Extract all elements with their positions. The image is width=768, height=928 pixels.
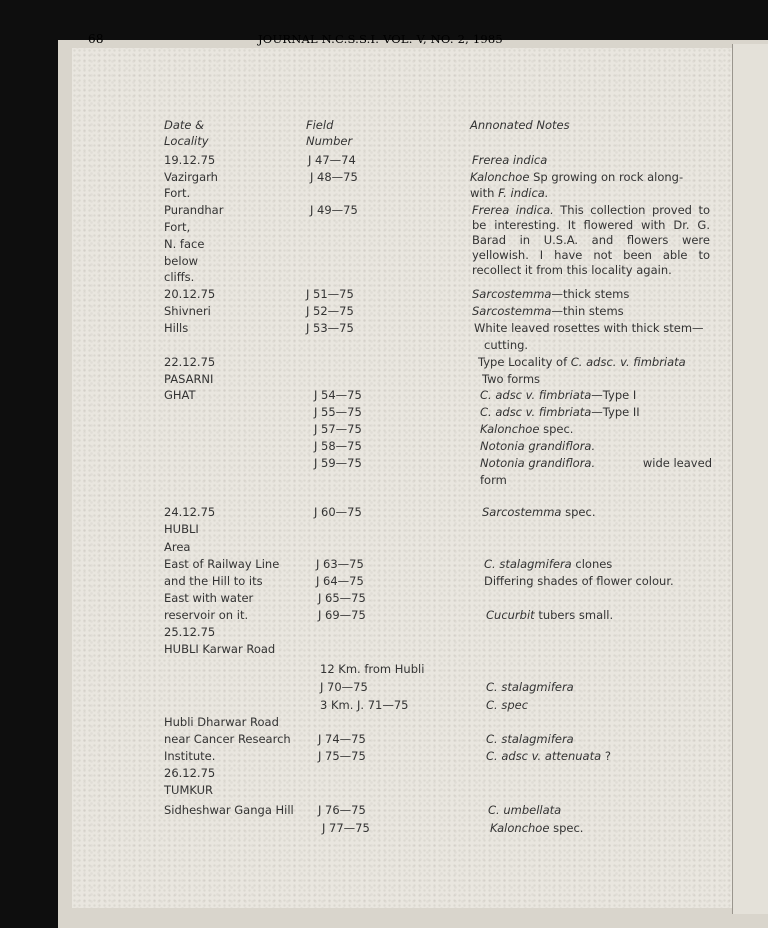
note-italic: Sarcostemma (482, 505, 562, 519)
field-number-cell: J 49—75 (310, 203, 358, 217)
locality-cell: HUBLI Karwar Road (164, 642, 276, 656)
note-cell (486, 680, 574, 695)
note-text: clones (571, 557, 613, 571)
note-italic: Kalonchoe (480, 422, 540, 436)
field-number-cell: J 51—75 (306, 287, 354, 301)
note-italic: C. spec (486, 698, 529, 712)
locality-cell: reservoir on it. (164, 608, 249, 622)
note-cell (480, 456, 712, 471)
note-cell (472, 153, 547, 168)
note-text: Two forms (482, 372, 541, 386)
facing-page-edge (732, 44, 768, 914)
field-number-cell: J 77—75 (322, 821, 370, 835)
note-text: spec. (539, 422, 574, 436)
note-italic: Frerea indica (472, 153, 548, 167)
note-cell (480, 405, 640, 420)
note-cell (486, 749, 611, 764)
note-italic: F. indica. (498, 186, 549, 200)
field-number-cell: J 53—75 (306, 321, 354, 335)
note-italic: C. stalagmifera (484, 557, 572, 571)
note-cell (480, 473, 507, 488)
note-cell (484, 574, 674, 589)
locality-cell: below (164, 254, 199, 268)
note-cell (472, 287, 629, 302)
col-header-field: Field (306, 118, 334, 132)
note-italic: Notonia grandiflora. (480, 439, 596, 453)
locality-cell: 24.12.75 (164, 505, 216, 519)
field-number-cell: J 70—75 (320, 680, 368, 694)
locality-cell: Purandhar (164, 203, 224, 217)
note-cell (488, 803, 561, 818)
locality-cell: 26.12.75 (164, 766, 216, 780)
note-italic: C. adsc. v. fimbriata (570, 355, 686, 369)
note-italic: C. adsc v. attenuata (486, 749, 602, 763)
field-number-cell: 12 Km. from Hubli (320, 662, 425, 676)
locality-cell: HUBLI (164, 522, 199, 536)
field-number-cell: J 54—75 (314, 388, 362, 402)
field-number-cell: J 69—75 (318, 608, 366, 622)
note-cell (486, 698, 528, 713)
locality-cell: Sidheshwar Ganga Hill (164, 803, 294, 817)
locality-cell: Institute. (164, 749, 216, 763)
locality-cell: 25.12.75 (164, 625, 216, 639)
note-text: Type Locality of (478, 355, 571, 369)
note-italic: Notonia grandiflora. (480, 456, 596, 470)
note-cell (484, 557, 612, 572)
field-number-cell: J 59—75 (314, 456, 362, 470)
note-cell (480, 439, 595, 454)
locality-cell: East with water (164, 591, 254, 605)
field-number-cell: J 58—75 (314, 439, 362, 453)
field-number-cell: J 76—75 (318, 803, 366, 817)
note-cell (486, 732, 574, 747)
note-italic: C. stalagmifera (486, 732, 574, 746)
field-number-cell: J 47—74 (308, 153, 356, 167)
field-number-cell: J 75—75 (318, 749, 366, 763)
field-number-cell: J 60—75 (314, 505, 362, 519)
page-number: 68 (88, 32, 104, 46)
note-italic: Kalonchoe (470, 170, 530, 184)
note-cell (472, 304, 624, 319)
locality-cell: TUMKUR (164, 783, 214, 797)
note-cell (490, 821, 583, 836)
field-number-cell: J 63—75 (316, 557, 364, 571)
locality-cell: Hills (164, 321, 189, 335)
col-header-number: Number (306, 134, 353, 148)
locality-cell: Fort, (164, 220, 191, 234)
note-text: —Type I (591, 388, 637, 402)
note-cell (470, 170, 683, 185)
note-italic: Kalonchoe (490, 821, 550, 835)
note-italic: C. adsc v. fimbriata (480, 405, 592, 419)
locality-cell: East of Railway Line (164, 557, 280, 571)
field-number-cell: J 48—75 (310, 170, 358, 184)
col-header-locality: Locality (164, 134, 209, 148)
locality-cell: PASARNI (164, 372, 214, 386)
note-italic: Frerea indica. (472, 203, 554, 217)
running-head: JOURNAL N.C.S.S.I. VOL. V, NO. 2, 1985 (258, 32, 503, 46)
note-cell (474, 321, 704, 336)
locality-cell: 20.12.75 (164, 287, 216, 301)
note-cell (482, 372, 540, 387)
note-text: —thick stems (551, 287, 630, 301)
locality-cell: Area (164, 540, 191, 554)
field-number-cell: J 64—75 (316, 574, 364, 588)
locality-cell: cliffs. (164, 270, 195, 284)
field-number-cell: J 52—75 (306, 304, 354, 318)
locality-cell: Fort. (164, 186, 191, 200)
col-header-date: Date & (164, 118, 205, 132)
purandhar-note-paragraph (472, 203, 710, 278)
locality-cell: 19.12.75 (164, 153, 216, 167)
note-text: —thin stems (551, 304, 624, 318)
field-number-cell: J 65—75 (318, 591, 366, 605)
note-italic: C. adsc v. fimbriata (480, 388, 592, 402)
field-number-cell: 3 Km. J. 71—75 (320, 698, 409, 712)
note-text: with (470, 186, 499, 200)
note-text: tubers small. (534, 608, 614, 622)
note-text: wide leaved (642, 456, 712, 470)
note-text: spec. (549, 821, 584, 835)
note-italic: C. stalagmifera (486, 680, 574, 694)
note-text: cutting. (484, 338, 529, 352)
locality-cell: Vazirgarh (164, 170, 218, 184)
note-cell (482, 505, 595, 520)
note-italic: Sarcostemma (472, 287, 552, 301)
locality-cell: N. face (164, 237, 205, 251)
note-text: White leaved rosettes with thick stem— (474, 321, 704, 335)
field-number-cell: J 57—75 (314, 422, 362, 436)
note-cell (480, 422, 573, 437)
note-text: Sp growing on rock along- (529, 170, 684, 184)
note-italic: Sarcostemma (472, 304, 552, 318)
note-cell (478, 355, 686, 370)
note-text: ? (601, 749, 611, 763)
locality-cell: and the Hill to its (164, 574, 263, 588)
note-italic: Cucurbit (486, 608, 535, 622)
note-text: form (480, 473, 507, 487)
field-number-cell: J 55—75 (314, 405, 362, 419)
locality-cell: near Cancer Research (164, 732, 291, 746)
note-cell (470, 186, 549, 201)
note-cell (486, 608, 613, 623)
col-header-notes: Annonated Notes (470, 118, 570, 132)
locality-cell: 22.12.75 (164, 355, 216, 369)
note-text: This collection proved to be interesting. It flowered with Dr. G. Barad in U.S.A. and flowers were yellowish. I have not been able to recollect it from this locality again. (472, 203, 710, 277)
locality-cell: GHAT (164, 388, 196, 402)
note-text: —Type II (591, 405, 640, 419)
field-number-cell: J 74—75 (318, 732, 366, 746)
locality-cell: Shivneri (164, 304, 211, 318)
note-cell (480, 388, 636, 403)
note-text: Differing shades of flower colour. (484, 574, 674, 588)
note-cell (484, 338, 528, 353)
note-italic: C. umbellata (488, 803, 562, 817)
note-text: spec. (561, 505, 596, 519)
locality-cell: Hubli Dharwar Road (164, 715, 279, 729)
